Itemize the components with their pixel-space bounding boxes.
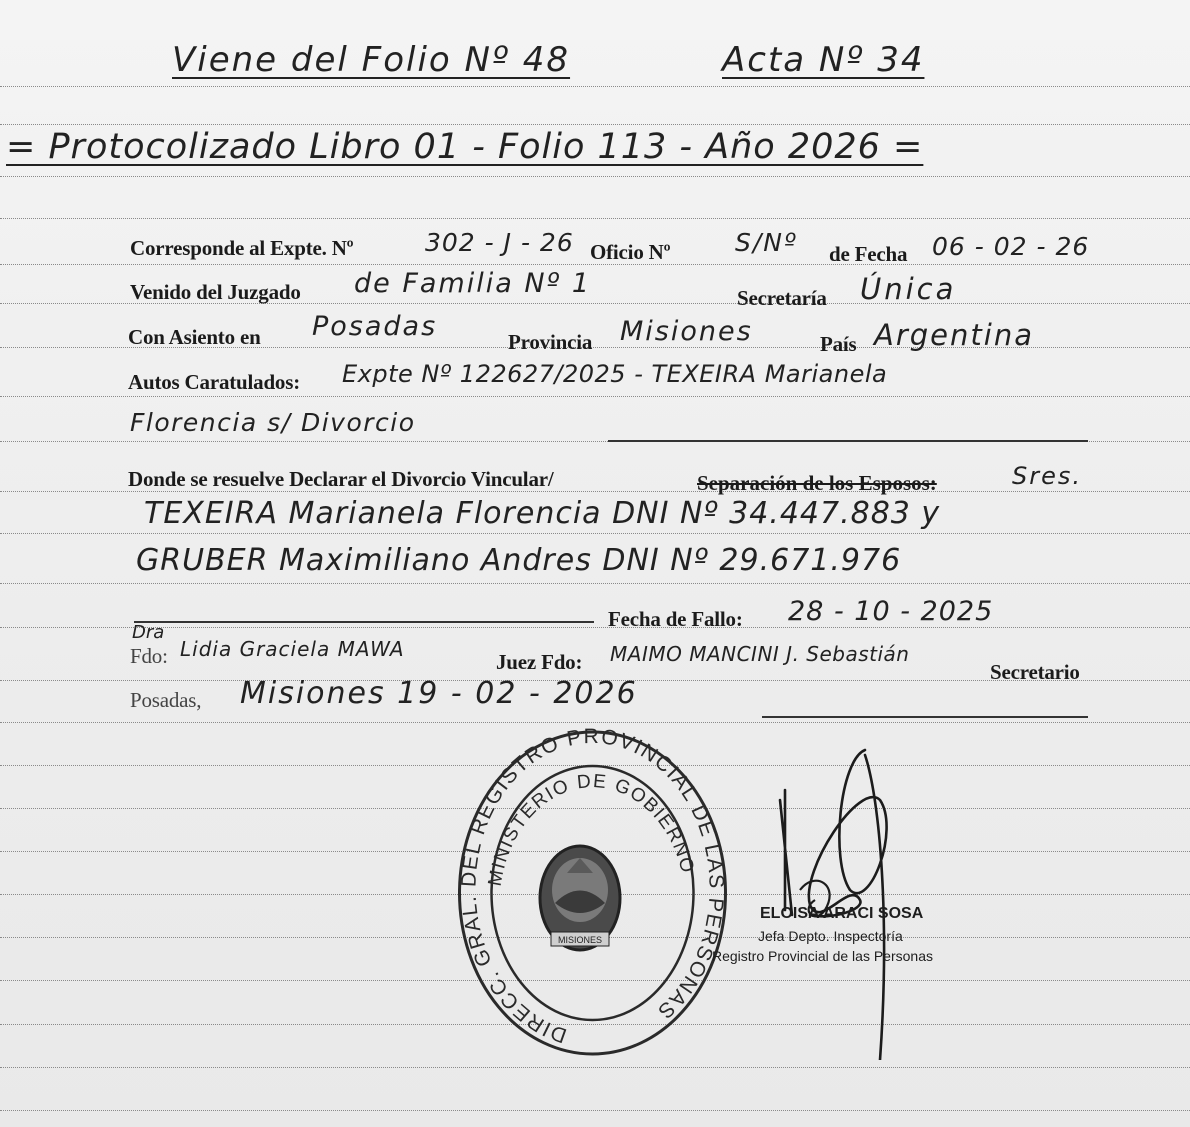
value-juzgado: de Familia Nº 1: [354, 268, 592, 299]
fill-line: [762, 716, 1088, 718]
seal-inner-text: MINISTERIO DE GOBIERNO: [484, 770, 699, 888]
value-pais: Argentina: [874, 318, 1034, 352]
label-de-fecha: de Fecha: [829, 242, 908, 266]
value-judge: Lidia Graciela MAWA: [180, 637, 405, 661]
label-donde-se-resuelve: Donde se resuelve Declarar el Divorcio Vincular/: [128, 467, 554, 491]
fill-line: [134, 621, 594, 623]
value-spouse-2: GRUBER Maximiliano Andres DNI Nº 29.671.976: [136, 543, 902, 578]
viene-del-folio: Viene del Folio Nº 48: [172, 40, 571, 80]
label-autos-caratulados: Autos Caratulados:: [128, 370, 300, 394]
signatory-name: ELOISA ARACI SOSA: [760, 905, 924, 922]
label-pais: País: [820, 332, 857, 356]
value-fecha-de-fallo: 28 - 10 - 2025: [788, 596, 994, 627]
label-fdo: Fdo:: [130, 644, 168, 668]
label-oficio: Oficio Nº: [590, 240, 671, 264]
label-corresponde-expte: Corresponde al Expte. Nº: [130, 236, 354, 260]
value-expte: 302 - J - 26: [425, 228, 574, 257]
label-posadas: Posadas,: [130, 688, 202, 712]
signatory-office: Registro Provincial de las Personas: [712, 948, 933, 964]
acta-number: Acta Nº 34: [722, 40, 925, 80]
value-spouse-1: TEXEIRA Marianela Florencia DNI Nº 34.447.883 y: [144, 496, 941, 531]
label-con-asiento: Con Asiento en: [128, 325, 261, 349]
signatory-title: Jefa Depto. Inspectoría: [758, 928, 903, 944]
label-separacion-struck: Separación de los Esposos:: [697, 471, 937, 495]
label-secretario: Secretario: [990, 660, 1080, 684]
provincial-emblem-icon: [540, 846, 620, 950]
label-provincia: Provincia: [508, 330, 593, 354]
dra-prefix: Dra: [132, 622, 165, 643]
protocolizado-line: = Protocolizado Libro 01 - Folio 113 - Año 2026 =: [6, 127, 924, 167]
seal-outer-text: DIRECC. GRAL. DEL REGISTRO PROVINCIAL DE LAS PERSONAS: [457, 728, 728, 1048]
value-asiento: Posadas: [312, 311, 438, 342]
label-venido-juzgado: Venido del Juzgado: [130, 280, 301, 304]
handwritten-signature: [770, 740, 940, 1060]
label-fecha-de-fallo: Fecha de Fallo:: [608, 607, 743, 631]
value-autos-line2: Florencia s/ Divorcio: [130, 408, 416, 437]
official-seal: [455, 728, 730, 1058]
value-posadas-date: Misiones 19 - 02 - 2026: [240, 676, 638, 711]
value-fecha: 06 - 02 - 26: [932, 232, 1090, 261]
label-juez-fdo: Juez Fdo:: [496, 650, 583, 674]
value-secretaria: Única: [860, 272, 957, 306]
emblem-banner-text: MISIONES: [557, 935, 603, 945]
value-sres: Sres.: [1012, 462, 1082, 490]
fill-line: [608, 440, 1088, 442]
label-secretaria: Secretaría: [737, 286, 827, 310]
value-secretary: MAIMO MANCINI J. Sebastián: [610, 642, 910, 666]
value-provincia: Misiones: [620, 316, 753, 347]
value-oficio: S/Nº: [735, 228, 798, 257]
value-autos-line1: Expte Nº 122627/2025 - TEXEIRA Marianela: [342, 360, 888, 388]
